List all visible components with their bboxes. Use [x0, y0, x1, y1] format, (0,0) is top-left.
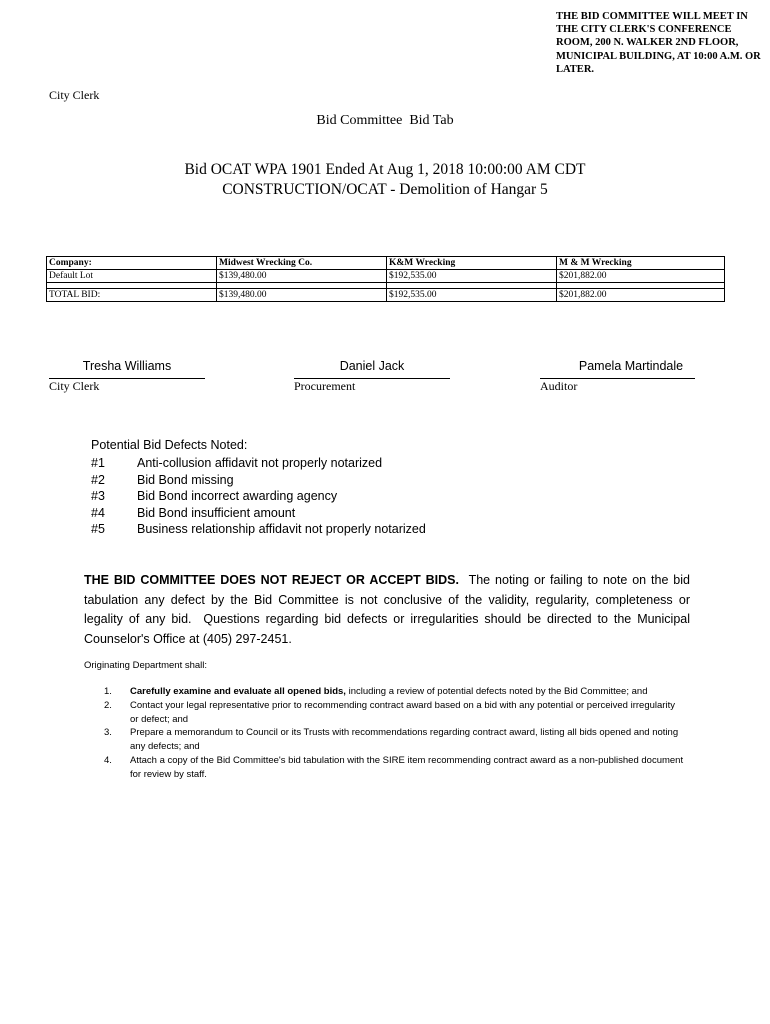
city-clerk-label: City Clerk: [49, 88, 100, 102]
list-item: [104, 699, 684, 727]
defect-item: [91, 521, 426, 538]
potential-defects-section: [91, 438, 426, 538]
meeting-notice: THE BID COMMITTEE WILL MEET IN THE CITY CLERK'S CONFERENCE ROOM, 200 N. WALKER 2ND FLOOR, MUNICIPAL BUILDING, AT 10:00 A.M. OR LATER.: [556, 11, 761, 75]
defect-number: #3: [91, 489, 105, 504]
list-item: [104, 726, 684, 754]
defects-heading: Potential Bid Defects Noted:: [91, 438, 248, 452]
company-cell: M & M Wrecking: [557, 257, 725, 270]
step-number: 2.: [104, 699, 112, 711]
disclaimer-paragraph: [84, 571, 694, 649]
list-item: [104, 754, 684, 782]
step-text: [130, 726, 684, 754]
lot-value-cell: $201,882.00: [557, 270, 725, 283]
defect-item: [91, 505, 426, 522]
defect-number: #5: [91, 522, 105, 537]
step-text: [130, 685, 684, 699]
signature-name: Pamela Martindale: [578, 359, 684, 373]
disclaimer-text: The noting or failing to note on the bid tabulation any defect by the Bid Committee is not conclusive of the validity, regularity, completeness or legality of any bid. Questions regarding bid defects or irregularities should be directed to the Municipal Counselor's Office at (405) 297-2451.: [84, 573, 694, 646]
bid-info-line: Bid OCAT WPA 1901 Ended At Aug 1, 2018 10:00:00 AM CDT: [184, 161, 586, 178]
signature-role: Auditor: [540, 379, 578, 393]
step-number: 4.: [104, 754, 112, 766]
signature-role: Procurement: [294, 379, 356, 393]
table-row: [47, 270, 725, 283]
project-line: CONSTRUCTION/OCAT - Demolition of Hangar 5: [222, 181, 548, 198]
company-label-cell: Company:: [47, 257, 217, 270]
bid-tabulation-table: [46, 256, 725, 302]
table-header-row: [47, 257, 725, 270]
originating-heading: Originating Department shall:: [84, 660, 208, 671]
disclaimer-bold: THE BID COMMITTEE DOES NOT REJECT OR ACCEPT BIDS.: [84, 573, 459, 587]
defect-item: [91, 455, 426, 472]
table-total-row: [47, 289, 725, 302]
step-text: [130, 754, 684, 782]
step-number: 3.: [104, 727, 112, 739]
defect-text: Bid Bond incorrect awarding agency: [137, 489, 338, 504]
company-cell: Midwest Wrecking Co.: [217, 257, 387, 270]
defect-number: #2: [91, 472, 105, 487]
step-body: Prepare a memorandum to Council or its Trusts with recommendations regarding contract award, listing all bids opened and noting any defects; and: [130, 727, 679, 753]
defect-item: [91, 488, 426, 505]
defect-text: Anti-collusion affidavit not properly notarized: [137, 456, 383, 471]
step-number: 1.: [104, 686, 112, 697]
lot-value-cell: $139,480.00: [217, 270, 387, 283]
step-text: [130, 699, 684, 727]
signature-role: City Clerk: [49, 379, 100, 393]
lot-value-cell: $192,535.00: [387, 270, 557, 283]
defect-number: #4: [91, 505, 105, 520]
defect-text: Bid Bond missing: [137, 472, 234, 487]
total-label-cell: TOTAL BID:: [47, 289, 217, 302]
defect-text: Business relationship affidavit not properly notarized: [137, 522, 426, 537]
originating-steps-list: [104, 685, 684, 782]
lot-label-cell: Default Lot: [47, 270, 217, 283]
total-value-cell: $192,535.00: [387, 289, 557, 302]
step-body: Attach a copy of the Bid Committee's bid tabulation with the SIRE item recommending contract award as a non-published document for review by staff.: [130, 754, 684, 780]
signature-name: Tresha Williams: [82, 359, 172, 373]
step-bold: Carefully examine and evaluate all opened bids,: [130, 686, 346, 697]
total-value-cell: $201,882.00: [557, 289, 725, 302]
defect-text: Bid Bond insufficient amount: [137, 505, 296, 520]
step-body: including a review of potential defects noted by the Bid Committee; and: [345, 686, 648, 697]
company-cell: K&M Wrecking: [387, 257, 557, 270]
step-body: Contact your legal representative prior to recommending contract award based on a bid with any potential or perceived irregularity or defect; and: [130, 699, 675, 725]
page-title: Bid Committee Bid Tab: [316, 113, 454, 128]
signature-name: Daniel Jack: [339, 359, 405, 373]
defect-number: #1: [91, 456, 105, 471]
total-value-cell: $139,480.00: [217, 289, 387, 302]
defect-item: [91, 472, 426, 489]
list-item: [104, 685, 684, 699]
